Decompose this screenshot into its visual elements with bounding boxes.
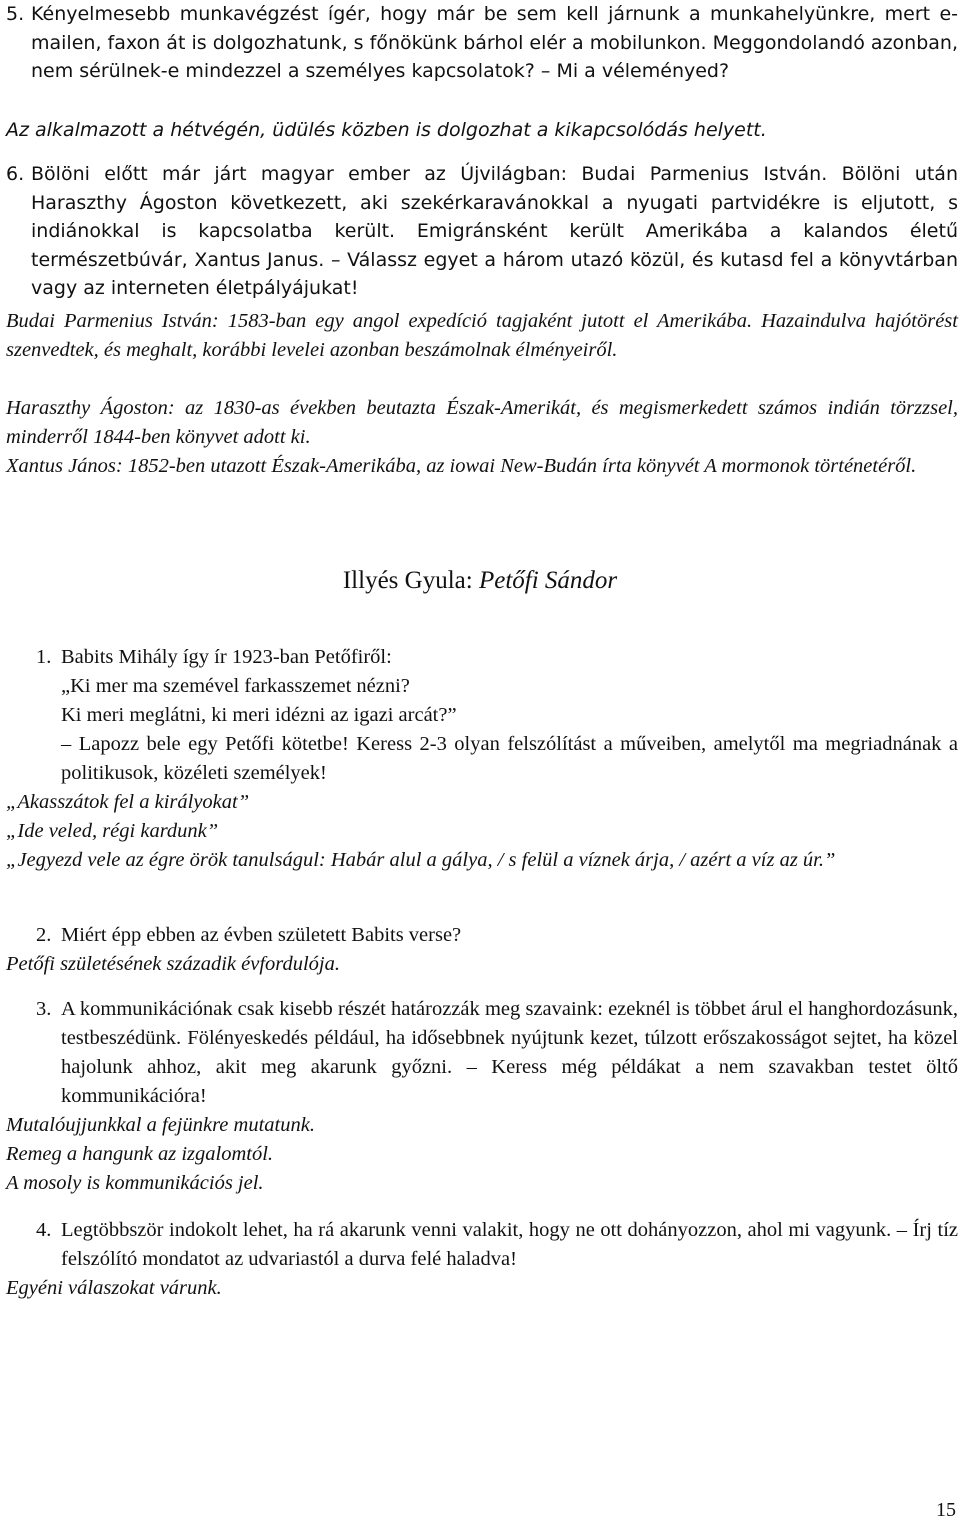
question-text: Bölöni előtt már járt magyar ember az Újvilágban: Budai Parmenius István. Bölöni után Haraszthy Ágoston következett, aki szekérkaravánokkal a nyugati partvidékre is eljutott, s indiánokkal is kapcsolatba került. Emigránsként került Amerikába a kalandos életű természetbúvár, Xantus Janus.: [31, 163, 958, 271]
title-author: Illyés Gyula:: [342, 567, 473, 594]
question-text-wrap: [31, 160, 958, 303]
answer-text: Petőfi születésének századik évfordulója.: [6, 953, 341, 975]
item-number: 2.: [36, 924, 52, 946]
section-title: [0, 566, 960, 596]
question-number: 6.: [6, 163, 25, 185]
answer-text: Egyéni válaszokat várunk.: [6, 1277, 222, 1299]
item-number: 4.: [36, 1219, 52, 1241]
answer-text: Budai Parmenius István: 1583-ban egy angol expedíció tagjaként jutott el Amerikába. Hazaindulva hajótörést szenvedtek, és meghalt, korábbi levelei azonban beszámolnak élményeiről.: [6, 310, 958, 361]
quote-line: Ki meri meglátni, ki meri idézni az igazi arcát?”: [61, 704, 457, 726]
question-number: 5.: [6, 3, 25, 25]
question-6: [6, 160, 958, 306]
answer-text: Mutalóujjunkkal a fejünkre mutatunk.: [6, 1114, 315, 1136]
answer-text: „Akasszátok fel a királyokat”: [6, 791, 250, 813]
item-text: Legtöbbször indokolt lehet, ha rá akarunk venni valakit, hogy ne ott dohányozzon, ahol mi vagyunk. – Írj tíz felszólító mondatot az udvariastól a durva felé haladva!: [61, 1219, 958, 1270]
item-number: 1.: [36, 646, 52, 668]
answer-text: Remeg a hangunk az izgalomtól.: [6, 1143, 274, 1165]
question-instruction: – Válassz egyet a három utazó közül, és kutasd fel a könyvtárban vagy az interneten életpályájukat!: [31, 248, 958, 299]
item-number: 3.: [36, 998, 52, 1020]
item-text: A kommunikációnak csak kisebb részét határozzák meg szavaink: ezeknél is többet árul el hanghordozásunk, testbeszédünk. Fölényeskedés például, ha idősebbnek nyújtunk kezet, túlzott erőszakosságot sejtet, ha közel hajolunk ahhoz, akit meg akarunk győzni. – Keress még példákat a nem szavakban testet öltő kommunikációra!: [61, 998, 958, 1107]
quote-line: „Ki mer ma szemével farkasszemet nézni?: [61, 675, 410, 697]
question-5: [6, 0, 958, 116]
item-body: [61, 643, 958, 788]
question-text: Kényelmesebb munkavégzést ígér, hogy már be sem kell járnunk a munkahelyünkre, mert e-mailen, faxon át is dolgozhatunk, s főnökünk bárhol elér a mobilunkon. Meggondolandó azonban, nem sérülnek-e mindezzel a személyes kapcsolatok? – Mi a véleményed?: [31, 3, 958, 82]
answer-text: „Ide veled, régi kardunk”: [6, 820, 219, 842]
answer-text: Xantus János: 1852-ben utazott Észak-Amerikába, az iowai New-Budán írta könyvét A mormonok történetéről.: [6, 455, 917, 477]
item-instruction: – Lapozz bele egy Petőfi kötetbe! Keress 2-3 olyan felszólítást a műveiben, amelytől ma megriadnának a politikusok, közéleti személyek!: [61, 733, 958, 784]
item-text: Miért épp ebben az évben született Babits verse?: [61, 924, 462, 946]
answer-text: A mosoly is kommunikációs jel.: [6, 1172, 264, 1194]
answer-text: „Jegyezd vele az égre örök tanulságul: Habár alul a gálya, / s felül a víznek árja, / azért a víz az úr.”: [6, 849, 836, 871]
answer-text: Az alkalmazott a hétvégén, üdülés közben is dolgozhat a kikapcsolódás helyett.: [6, 119, 767, 141]
answer-text: Haraszthy Ágoston: az 1830-as években beutazta Észak-Amerikát, és megismerkedett számos indián törzzsel, minderről 1844-ben könyvet adott ki.: [6, 397, 958, 448]
item-line: Babits Mihály így ír 1923-ban Petőfiről:: [61, 646, 392, 668]
page-number: 15: [936, 1499, 956, 1521]
title-work: Petőfi Sándor: [478, 567, 618, 594]
